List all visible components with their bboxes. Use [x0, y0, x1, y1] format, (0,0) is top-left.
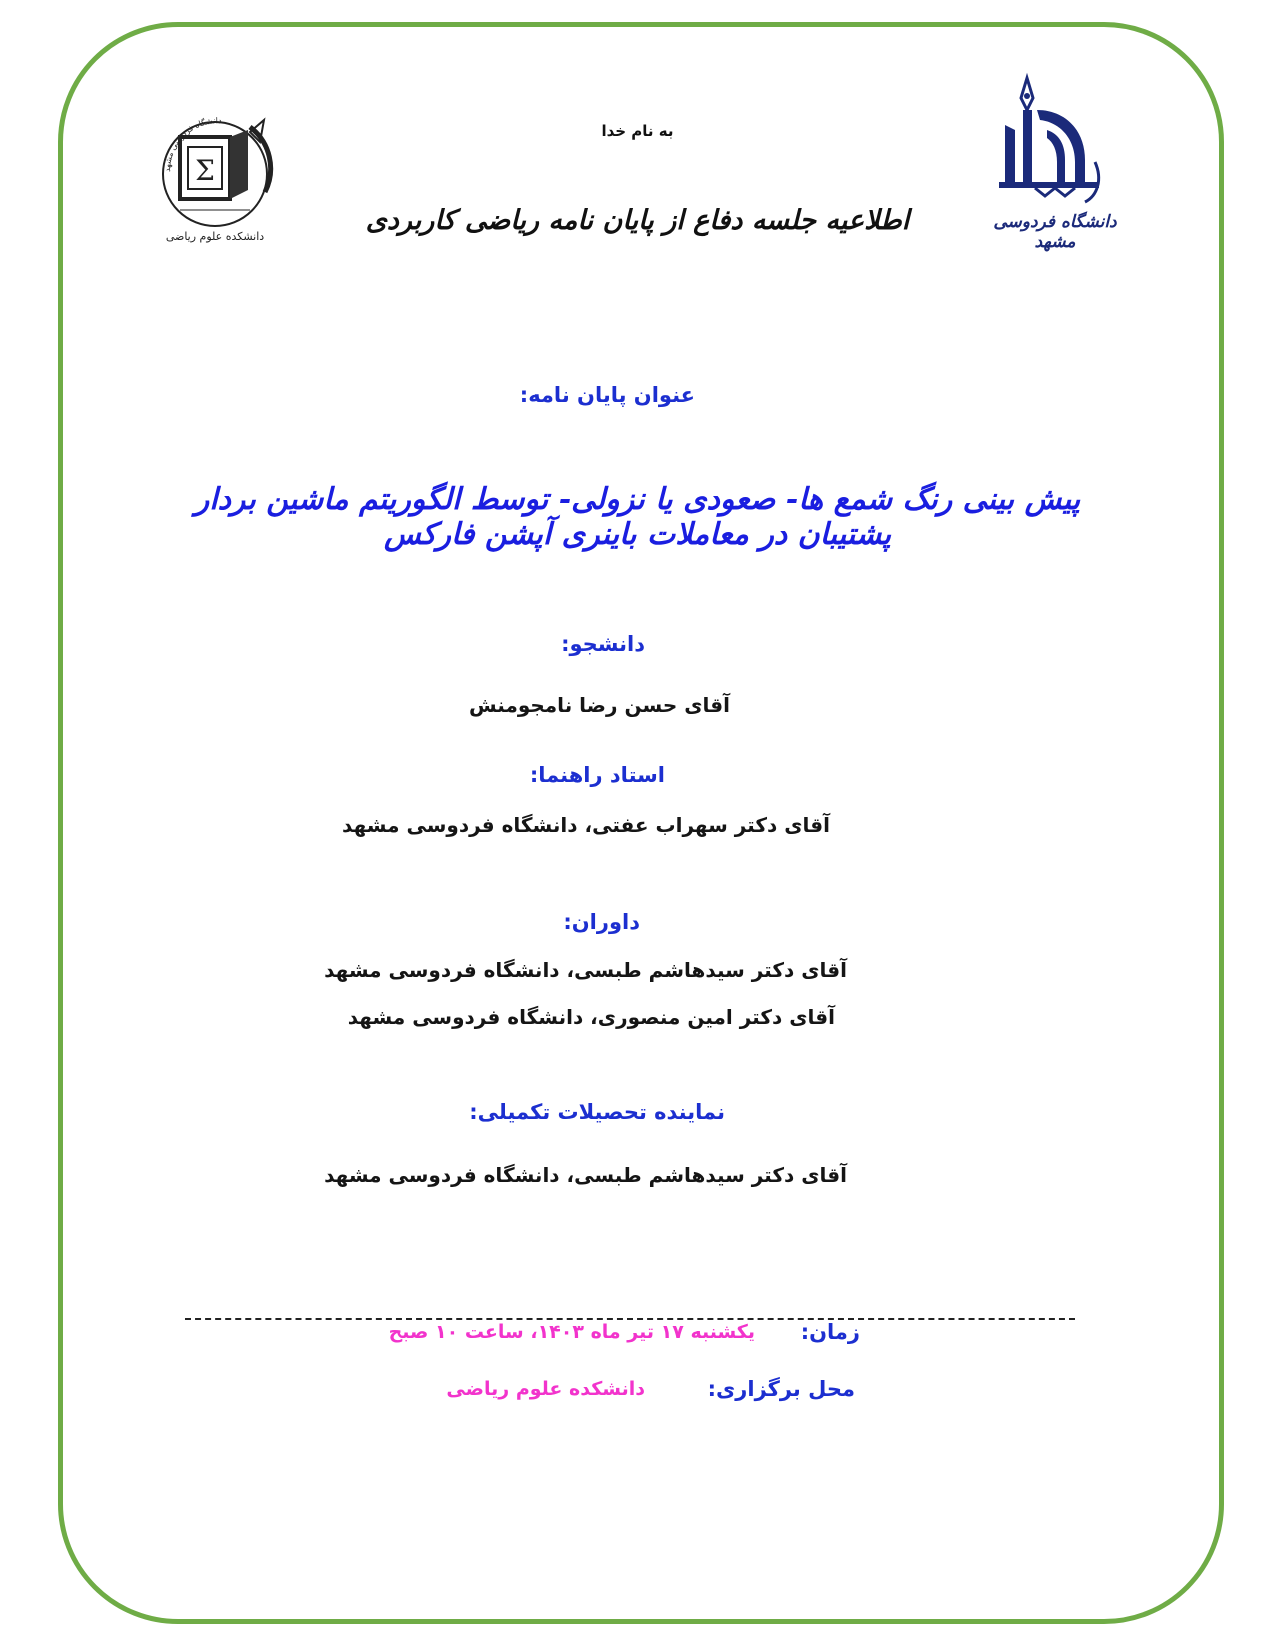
student-heading: دانشجو:	[561, 632, 645, 656]
university-logo-caption: دانشگاه فردوسی مشهد	[993, 212, 1117, 252]
student-name: آقای حسن رضا نامجومنش	[469, 693, 730, 717]
dashed-separator	[185, 1318, 1075, 1320]
time-label: زمان:	[800, 1320, 860, 1344]
place-value: دانشکده علوم ریاضی	[446, 1378, 645, 1400]
faculty-logo-caption: دانشکده علوم ریاضی	[165, 230, 265, 243]
notice-title: اطلاعیه جلسه دفاع از پایان نامه ریاضی کاربردی	[365, 205, 910, 236]
referee-name-2: آقای دکتر امین منصوری، دانشگاه فردوسی مشهد	[347, 1005, 835, 1029]
logo-ring-text: دانشگاه فردوسی مشهد	[162, 116, 222, 173]
thesis-heading: عنوان پایان نامه:	[519, 383, 695, 407]
referees-heading: داوران:	[563, 910, 640, 934]
referee-name-1: آقای دکتر سیدهاشم طبسی، دانشگاه فردوسی مشهد	[324, 958, 847, 982]
bismillah-text: به نام خدا	[601, 122, 674, 140]
advisor-heading: استاد راهنما:	[529, 763, 665, 787]
svg-text:Σ: Σ	[195, 154, 215, 187]
graduate-rep-heading: نماینده تحصیلات تکمیلی:	[469, 1100, 725, 1124]
advisor-name: آقای دکتر سهراب عفتی، دانشگاه فردوسی مشهد	[342, 813, 830, 837]
place-label: محل برگزاری:	[707, 1377, 855, 1401]
time-value: یکشنبه ۱۷ تیر ماه ۱۴۰۳، ساعت ۱۰ صبح	[388, 1321, 755, 1343]
thesis-title: پیش بینی رنگ شمع ها- صعودی یا نزولی- توسط الگوریتم ماشین بردار پشتیبان در معاملات باینری آپشن فارکس	[194, 482, 1081, 552]
graduate-rep-name: آقای دکتر سیدهاشم طبسی، دانشگاه فردوسی مشهد	[324, 1163, 847, 1187]
